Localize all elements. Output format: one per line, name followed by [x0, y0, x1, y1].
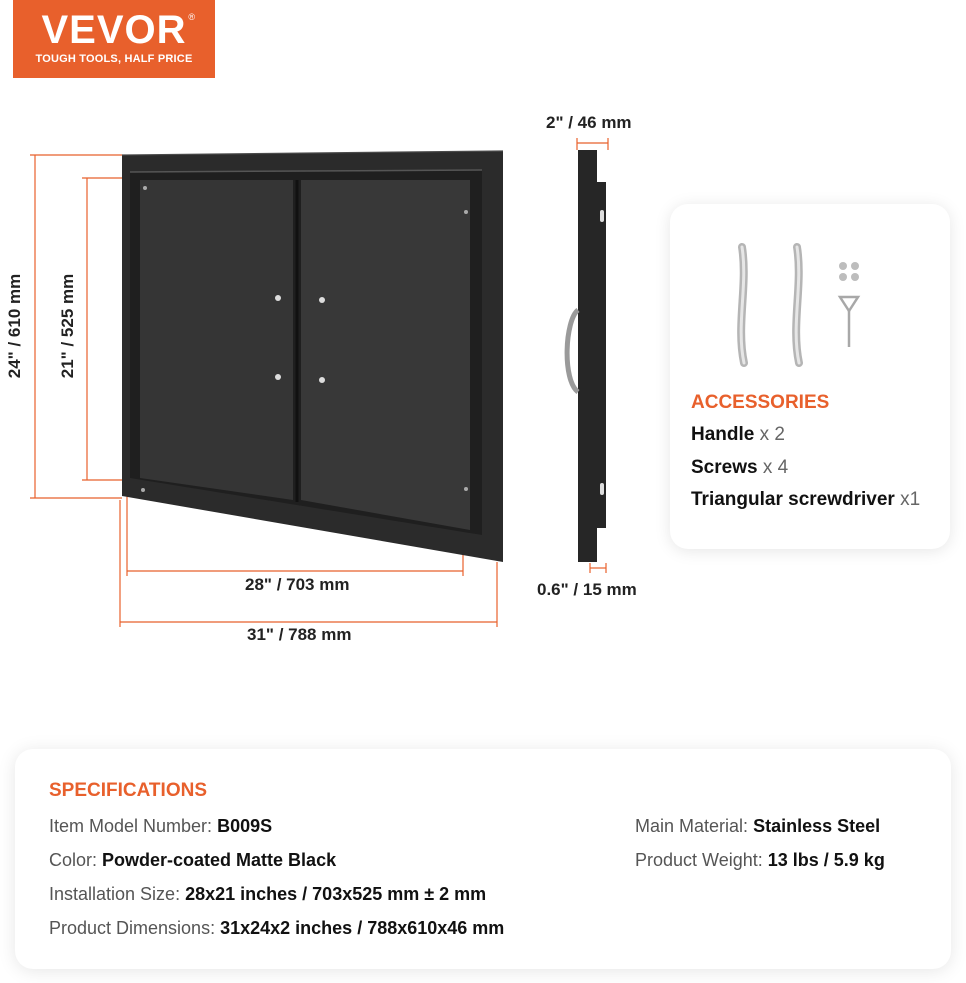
accessory-qty: x 4 [762, 457, 789, 478]
outer-width-label: 31" / 788 mm [247, 625, 352, 644]
spec-row-color [49, 850, 336, 871]
spec-value: 13 lbs / 5.9 kg [767, 850, 885, 870]
accessories-image [730, 235, 880, 375]
spec-value: Powder-coated Matte Black [102, 850, 337, 870]
door-side-view [567, 150, 606, 562]
inner-width-label: 28" / 703 mm [245, 575, 350, 594]
spec-row-installation-size [49, 884, 486, 905]
logo-tagline: TOUGH TOOLS, HALF PRICE [35, 53, 193, 65]
logo-registered-mark: ® [188, 12, 195, 22]
accessory-name: Triangular screwdriver [691, 489, 895, 510]
depth-label: 2" / 46 mm [546, 113, 632, 132]
thickness-label: 0.6" / 15 mm [537, 580, 637, 599]
spec-value: Stainless Steel [753, 816, 881, 836]
accessory-item [691, 457, 788, 479]
spec-row-model [49, 816, 272, 837]
spec-label: Product Dimensions: [49, 918, 216, 938]
accessories-title: ACCESSORIES [691, 392, 830, 413]
spec-label: Installation Size: [49, 884, 181, 904]
spec-label: Color: [49, 850, 98, 870]
accessory-name: Handle [691, 424, 755, 445]
spec-label: Item Model Number: [49, 816, 213, 836]
spec-value: 31x24x2 inches / 788x610x46 mm [220, 918, 505, 938]
screwdriver-icon [840, 297, 858, 347]
inner-height-label: 21" / 525 mm [58, 273, 77, 379]
outer-height-label: 24" / 610 mm [5, 273, 24, 379]
spec-row-product-dimensions [49, 918, 504, 939]
spec-label: Product Weight: [635, 850, 763, 870]
accessory-item [691, 489, 920, 511]
specifications-title: SPECIFICATIONS [49, 780, 207, 801]
accessory-qty: x1 [900, 489, 921, 510]
accessory-qty: x 2 [759, 424, 785, 445]
spec-label: Main Material: [635, 816, 749, 836]
spec-value: 28x21 inches / 703x525 mm ± 2 mm [185, 884, 487, 904]
accessory-name: Screws [691, 457, 758, 478]
screws-icon [839, 262, 859, 281]
spec-row-material [635, 816, 880, 837]
logo-brand: VEVOR [41, 8, 187, 52]
spec-row-weight [635, 850, 885, 871]
handle-icon [741, 247, 799, 363]
accessory-item [691, 424, 785, 446]
door-front-view [122, 151, 503, 562]
spec-value: B009S [217, 816, 273, 836]
